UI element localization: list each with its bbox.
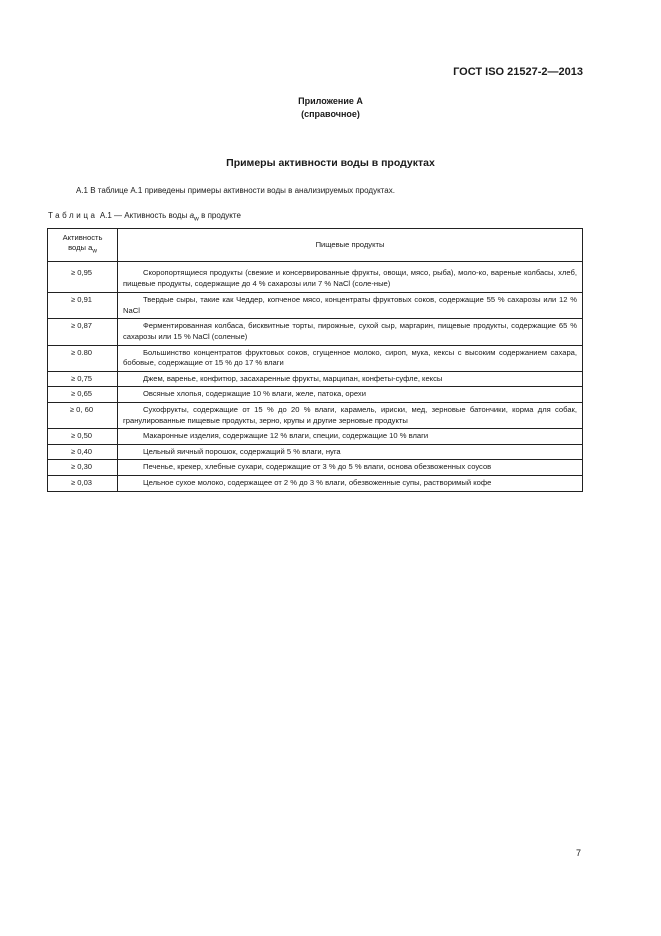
products-cell: Печенье, крекер, хлебные сухари, содержащие от 3 % до 5 % влаги, основа обезвоженных соусов bbox=[118, 460, 583, 476]
activity-value: ≥ 0,50 bbox=[48, 429, 118, 445]
activity-value: ≥ 0,91 bbox=[48, 293, 118, 319]
header-activity-line2: воды a bbox=[68, 243, 93, 253]
header-activity-sub: w bbox=[92, 247, 97, 255]
products-cell: Цельное сухое молоко, содержащее от 2 % до 3 % влаги, обезвоженные супы, растворимый кофе bbox=[118, 475, 583, 491]
table-row bbox=[48, 262, 583, 293]
products-cell: Большинство концентратов фруктовых соков, сгущенное молоко, сироп, мука, кексы с высоким содержанием сахара, бобовые, содержащие от 15 % до 17 % влаги bbox=[118, 345, 583, 371]
activity-value: ≥ 0, 60 bbox=[48, 402, 118, 428]
activity-value: ≥ 0,75 bbox=[48, 371, 118, 387]
table-caption-symbol: a bbox=[189, 211, 195, 220]
table-caption bbox=[48, 211, 241, 223]
table-caption-label: Таблица bbox=[48, 211, 98, 220]
table-row bbox=[48, 402, 583, 428]
activity-value: ≥ 0,40 bbox=[48, 444, 118, 460]
water-activity-table bbox=[47, 228, 583, 492]
annex-subtitle: (справочное) bbox=[301, 109, 360, 119]
annex-heading bbox=[0, 95, 661, 121]
products-cell: Макаронные изделия, содержащие 12 % влаги, специи, содержащие 10 % влаги bbox=[118, 429, 583, 445]
standard-number: ГОСТ ISO 21527-2—2013 bbox=[453, 66, 583, 78]
table-row bbox=[48, 319, 583, 345]
section-title: Примеры активности воды в продуктах bbox=[226, 157, 435, 169]
annex-title: Приложение А bbox=[298, 96, 363, 106]
intro-paragraph: А.1 В таблице А.1 приведены примеры активности воды в анализируемых продуктах. bbox=[76, 186, 395, 195]
products-cell: Сухофрукты, содержащие от 15 % до 20 % влаги, карамель, ириски, мед, зерновые батончики, корма для собак, гранулированные пищевые продукты, зерно, крупы и другие зерновые продукты bbox=[118, 402, 583, 428]
table-row bbox=[48, 293, 583, 319]
products-cell: Ферментированная колбаса, бисквитные торты, пирожные, сухой сыр, маргарин, пищевые продукты, содержащие 65 % сахарозы или 15 % NaCl (соленые) bbox=[118, 319, 583, 345]
products-cell: Твердые сыры, такие как Чеддер, копченое мясо, концентраты фруктовых соков, содержащие 55 % сахарозы или 12 % NaCl bbox=[118, 293, 583, 319]
activity-value: ≥ 0,30 bbox=[48, 460, 118, 476]
table-caption-number: А.1 — Активность воды bbox=[99, 211, 188, 220]
page-number: 7 bbox=[576, 848, 582, 858]
activity-value: ≥ 0,03 bbox=[48, 475, 118, 491]
table-row bbox=[48, 444, 583, 460]
products-cell: Джем, варенье, конфитюр, засахаренные фрукты, марципан, конфеты-суфле, кексы bbox=[118, 371, 583, 387]
table-header-row bbox=[48, 229, 583, 262]
products-cell: Цельный яичный порошок, содержащий 5 % влаги, нуга bbox=[118, 444, 583, 460]
header-activity bbox=[48, 229, 118, 262]
products-cell: Скоропортящиеся продукты (свежие и консервированные фрукты, овощи, мясо, рыба), моло-ко, вареные колбасы, хлеб, пищевые продукты, содержащие до 4 % сахарозы или 7 % NaCl (соле-ные) bbox=[118, 262, 583, 293]
header-products: Пищевые продукты bbox=[118, 229, 583, 262]
header-activity-line1: Активность bbox=[62, 233, 103, 243]
table-caption-suffix: в продукте bbox=[201, 211, 241, 220]
table-caption-subscript: w bbox=[194, 215, 199, 223]
activity-value: ≥ 0,87 bbox=[48, 319, 118, 345]
activity-value: ≥ 0,65 bbox=[48, 387, 118, 403]
table-row bbox=[48, 429, 583, 445]
table-row bbox=[48, 387, 583, 403]
products-cell: Овсяные хлопья, содержащие 10 % влаги, желе, патока, орехи bbox=[118, 387, 583, 403]
activity-value: ≥ 0,95 bbox=[48, 262, 118, 293]
table-row bbox=[48, 460, 583, 476]
activity-value: ≥ 0.80 bbox=[48, 345, 118, 371]
table-row bbox=[48, 371, 583, 387]
table-row bbox=[48, 475, 583, 491]
table-row bbox=[48, 345, 583, 371]
